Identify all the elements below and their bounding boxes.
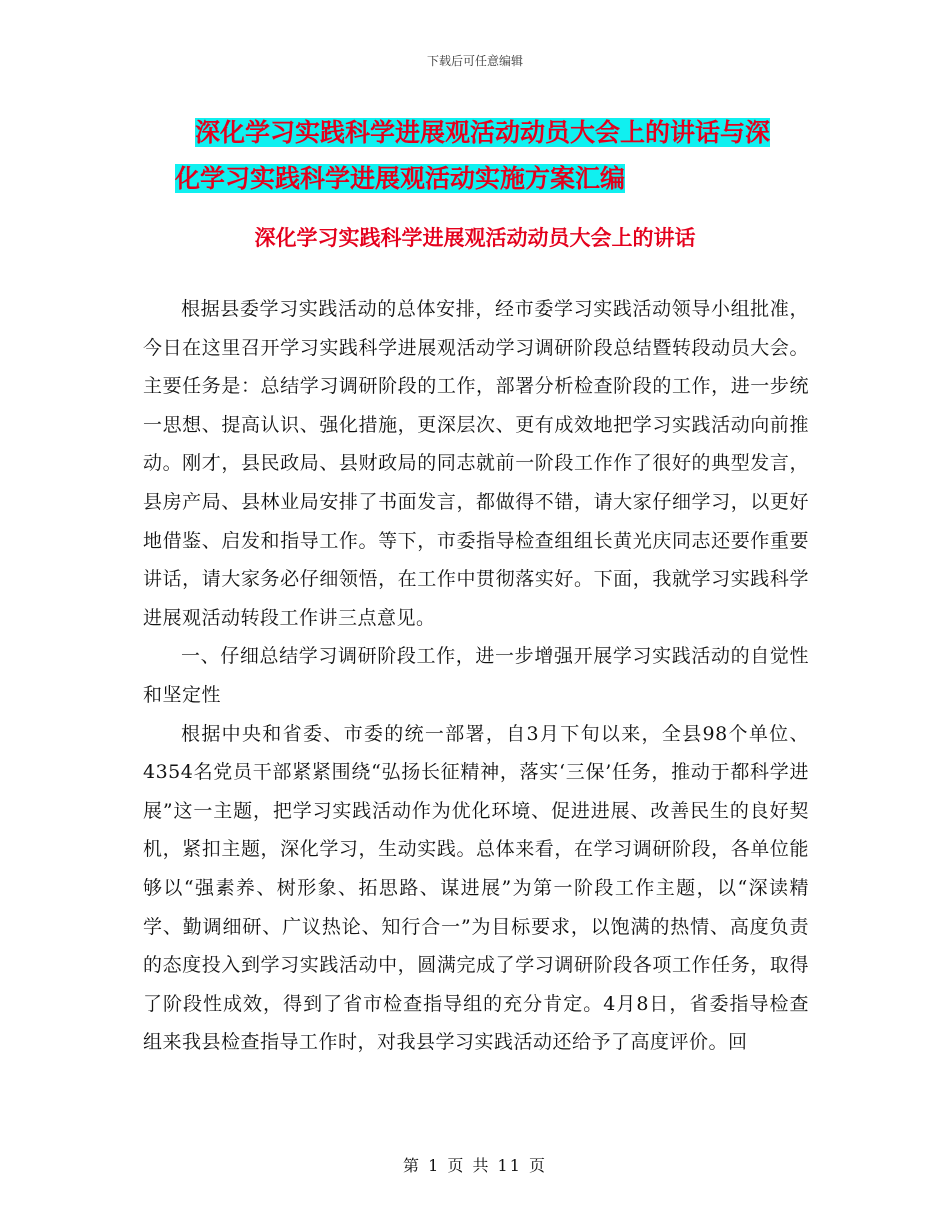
paragraph: 一、仔细总结学习调研阶段工作，进一步增强开展学习实践活动的自觉性和坚定性 — [143, 645, 809, 706]
title-line-2: 化学习实践科学进展观活动实施方案汇编 — [175, 164, 626, 193]
document-title — [175, 110, 815, 202]
title-line-1: 深化学习实践科学进展观活动动员大会上的讲话与深 — [195, 118, 771, 147]
section-subtitle: 深化学习实践科学进展观活动动员大会上的讲话 — [254, 225, 696, 250]
document-body — [143, 290, 809, 1062]
paragraph: 根据中央和省委、市委的统一部署，自3月下旬以来，全县98个单位、4354名党员干部紧紧围绕“弘扬长征精神，落实‘三保’任务，推动于都科学进展”这一主题，把学习实践活动作为优化环境、促进进展、改善民生的良好契机，紧扣主题，深化学习，生动实践。总体来看，在学习调研阶段，各单位能够以“强素养、树形象、拓思路、谋进展”为第一阶段工作主题，以“深读精学、勤调细研、广议热论、知行合一”为目标要求，以饱满的热情、高度负责的态度投入到学习实践活动中，圆满完成了学习调研阶段各项工作任务，取得了阶段性成效，得到了省市检查指导组的充分肯定。4月8日，省委指导检查组来我县检查指导工作时，对我县学习实践活动还给予了高度评价。回 — [143, 722, 809, 1054]
page-number-footer: 第 1 页 共 11 页 — [403, 1156, 547, 1175]
paragraph: 根据县委学习实践活动的总体安排，经市委学习实践活动领导小组批准，今日在这里召开学习实践科学进展观活动学习调研阶段总结暨转段动员大会。主要任务是：总结学习调研阶段的工作，部署分析检查阶段的工作，进一步统一思想、提高认识、强化措施，更深层次、更有成效地把学习实践活动向前推动。刚才，县民政局、县财政局的同志就前一阶段工作作了很好的典型发言，县房产局、县林业局安排了书面发言，都做得不错，请大家仔细学习，以更好地借鉴、启发和指导工作。等下，市委指导检查组组长黄光庆同志还要作重要讲话，请大家务必仔细领悟，在工作中贯彻落实好。下面，我就学习实践科学进展观活动转段工作讲三点意见。 — [143, 298, 809, 629]
page-header-note: 下载后可任意编辑 — [426, 54, 523, 68]
